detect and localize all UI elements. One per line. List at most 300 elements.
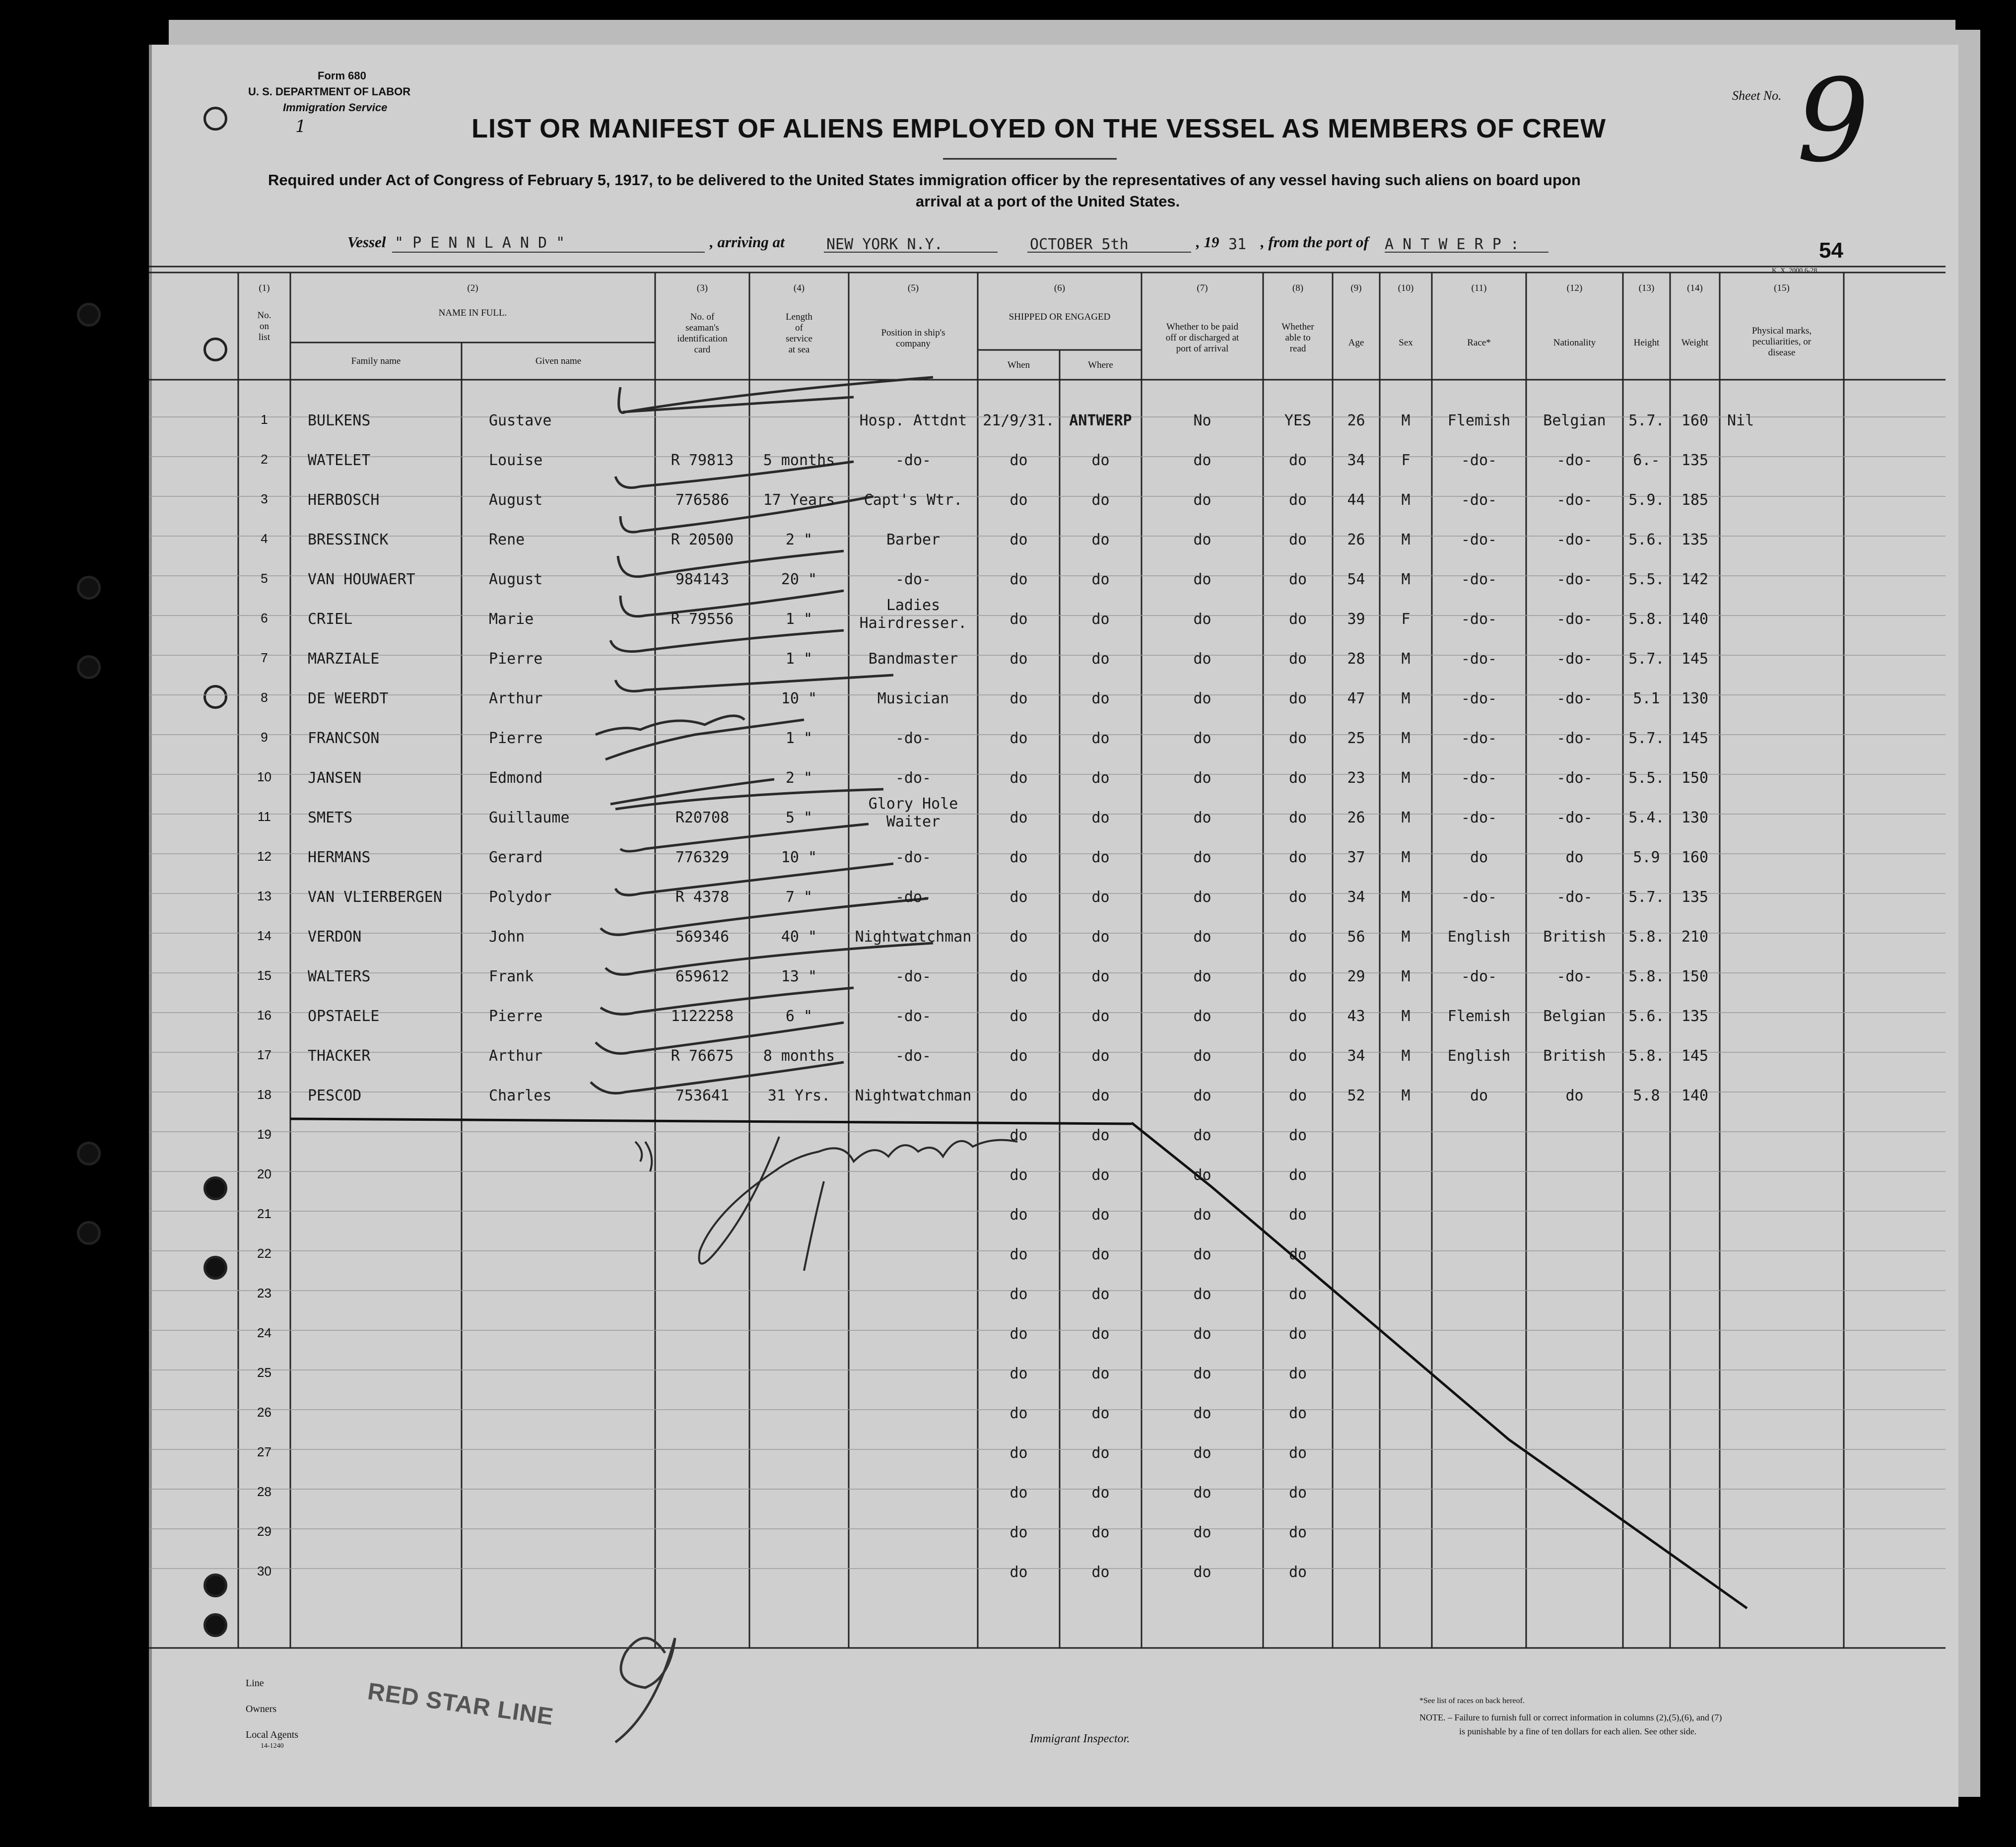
row-number: 27	[257, 1444, 271, 1459]
length-of-service: 1 "	[785, 611, 813, 628]
length-of-service: 17 Years	[763, 491, 835, 509]
engaged-when: do	[1009, 1444, 1028, 1462]
nationality: British	[1543, 928, 1606, 946]
header-read: Whether able to read	[1281, 322, 1314, 354]
row-number: 26	[257, 1405, 271, 1420]
engaged-where: do	[1091, 889, 1110, 906]
row-number: 6	[261, 611, 268, 625]
column-number: (11)	[1471, 283, 1487, 293]
height: 5.1	[1633, 690, 1660, 707]
row-number: 18	[257, 1087, 271, 1102]
engaged-where: do	[1091, 1047, 1110, 1065]
height: 5.9	[1633, 849, 1660, 866]
able-to-read: do	[1288, 1206, 1307, 1224]
engaged-when: do	[1009, 650, 1028, 668]
row-number: 25	[257, 1365, 271, 1380]
given-name: Guillaume	[489, 809, 570, 826]
paid-off: do	[1193, 1405, 1211, 1422]
race: -do-	[1461, 968, 1497, 985]
paid-off: do	[1193, 690, 1211, 707]
weight: 210	[1681, 928, 1709, 946]
sex: F	[1401, 611, 1411, 628]
engaged-when: do	[1009, 531, 1028, 548]
age: 23	[1347, 769, 1365, 787]
age: 29	[1347, 968, 1365, 985]
row-number: 23	[257, 1286, 271, 1300]
paid-off: do	[1193, 1325, 1211, 1343]
row-number: 7	[261, 650, 268, 665]
age: 26	[1347, 809, 1365, 826]
engaged-when: do	[1009, 809, 1028, 826]
column-number: (3)	[696, 283, 708, 293]
weight: 130	[1681, 809, 1709, 826]
race: do	[1470, 1087, 1488, 1104]
sex: M	[1401, 491, 1411, 509]
engaged-when: do	[1009, 690, 1028, 707]
age: 34	[1347, 889, 1365, 906]
arrival-date: OCTOBER 5th	[1030, 236, 1129, 253]
paid-off: do	[1193, 491, 1211, 509]
header-shipped: SHIPPED OR ENGAGED	[1008, 312, 1111, 322]
able-to-read: do	[1288, 849, 1307, 866]
ship-position: -do-	[895, 1008, 932, 1025]
race: -do-	[1461, 690, 1497, 707]
printer-code: K. X. 2000 6-28	[1772, 267, 1817, 274]
sex: M	[1401, 809, 1411, 826]
department: U. S. DEPARTMENT OF LABOR	[248, 85, 411, 98]
race: English	[1447, 1047, 1511, 1065]
nationality: -do-	[1556, 571, 1593, 588]
height: 5.8.	[1628, 968, 1665, 985]
footer-note-3: is punishable by a fine of ten dollars for each alien. See other side.	[1459, 1726, 1697, 1736]
header-given-name: Given name	[535, 356, 582, 366]
able-to-read: do	[1288, 452, 1307, 469]
length-of-service: 2 "	[785, 531, 813, 548]
given-name: August	[489, 491, 543, 509]
nationality: -do-	[1556, 452, 1593, 469]
row-number: 21	[257, 1206, 271, 1221]
height: 5.8	[1633, 1087, 1660, 1104]
column-number: (14)	[1687, 283, 1703, 293]
engaged-when: do	[1009, 928, 1028, 946]
weight: 135	[1681, 531, 1709, 548]
engaged-where: do	[1091, 531, 1110, 548]
footer-agents-code: 14-1240	[261, 1742, 284, 1750]
ship-position: -do-	[895, 730, 932, 747]
age: 52	[1347, 1087, 1365, 1104]
paid-off: do	[1193, 1564, 1211, 1581]
engaged-when: do	[1009, 968, 1028, 985]
height: 6.-	[1633, 452, 1660, 469]
able-to-read: do	[1288, 1047, 1307, 1065]
ship-position: Ladies Hairdresser.	[859, 597, 967, 632]
length-of-service: 31 Yrs.	[767, 1087, 831, 1104]
height: 5.5.	[1628, 571, 1665, 588]
nationality: -do-	[1556, 611, 1593, 628]
paid-off: do	[1193, 611, 1211, 628]
length-of-service: 20 "	[781, 571, 817, 588]
paid-off: do	[1193, 1365, 1211, 1382]
length-of-service: 5 months	[763, 452, 835, 469]
given-name: Gustave	[489, 412, 552, 429]
margin-mark: 1	[295, 117, 306, 137]
engaged-where: do	[1091, 650, 1110, 668]
paid-off: do	[1193, 1246, 1211, 1263]
vessel-name: " P E N N L A N D "	[395, 234, 565, 252]
nationality: Belgian	[1543, 412, 1606, 429]
race: -do-	[1461, 889, 1497, 906]
height: 5.5.	[1628, 769, 1665, 787]
ship-position: -do-	[895, 571, 932, 588]
year-prefix: , 19	[1196, 233, 1219, 251]
given-name: Louise	[489, 452, 543, 469]
length-of-service: 5 "	[785, 809, 813, 826]
able-to-read: do	[1288, 491, 1307, 509]
ship-position: -do-	[895, 452, 932, 469]
arriving-label: , arriving at	[710, 233, 785, 251]
nationality: Belgian	[1543, 1008, 1606, 1025]
row-number: 15	[257, 968, 271, 983]
paid-off: do	[1193, 889, 1211, 906]
row-number: 29	[257, 1524, 271, 1539]
ship-position: -do-	[895, 849, 932, 866]
given-name: Charles	[489, 1087, 552, 1104]
subtitle-1: Required under Act of Congress of February 5, 1917, to be delivered to the United States immigration officer by the representatives of any vessel having such aliens on board upon	[268, 171, 1581, 189]
engaged-where: do	[1091, 849, 1110, 866]
sex: M	[1401, 769, 1411, 787]
sex: M	[1401, 690, 1411, 707]
age: 34	[1347, 1047, 1365, 1065]
weight: 145	[1681, 1047, 1709, 1065]
weight: 140	[1681, 611, 1709, 628]
engaged-where: ANTWERP	[1069, 412, 1132, 429]
header-name: NAME IN FULL.	[438, 308, 507, 318]
sex: M	[1401, 1008, 1411, 1025]
nationality: -do-	[1556, 968, 1593, 985]
able-to-read: do	[1288, 968, 1307, 985]
family-name: FRANCSON	[308, 730, 380, 747]
able-to-read: do	[1288, 1286, 1307, 1303]
nationality: -do-	[1556, 690, 1593, 707]
row-number: 8	[261, 690, 268, 705]
given-name: Pierre	[489, 650, 543, 668]
weight: 150	[1681, 769, 1709, 787]
column-number: (2)	[467, 283, 478, 293]
able-to-read: do	[1288, 531, 1307, 548]
engaged-when: do	[1009, 1564, 1028, 1581]
able-to-read: do	[1288, 650, 1307, 668]
family-name: BRESSINCK	[308, 531, 389, 548]
height: 5.7.	[1628, 650, 1665, 668]
header-service: Length of service at sea	[786, 312, 812, 355]
length-of-service: 2 "	[785, 769, 813, 787]
seaman-card-number: R20708	[675, 809, 730, 826]
row-number: 22	[257, 1246, 271, 1261]
able-to-read: do	[1288, 928, 1307, 946]
nationality: -do-	[1556, 650, 1593, 668]
departure-port: A N T W E R P :	[1385, 236, 1519, 253]
family-name: PESCOD	[308, 1087, 362, 1104]
header-family-name: Family name	[351, 356, 401, 366]
physical-marks: Nil	[1727, 412, 1754, 429]
footer-line-label: Line	[246, 1678, 264, 1689]
able-to-read: do	[1288, 889, 1307, 906]
age: 44	[1347, 491, 1365, 509]
height: 5.8.	[1628, 1047, 1665, 1065]
header-sex: Sex	[1399, 338, 1413, 348]
seaman-card-number: R 79813	[671, 452, 734, 469]
column-number: (1)	[259, 283, 270, 293]
sex: M	[1401, 968, 1411, 985]
engaged-when: do	[1009, 1047, 1028, 1065]
race: -do-	[1461, 650, 1497, 668]
paid-off: do	[1193, 1047, 1211, 1065]
arrival-port: NEW YORK N.Y.	[826, 236, 943, 253]
engaged-when: do	[1009, 1286, 1028, 1303]
paid-off: do	[1193, 1008, 1211, 1025]
height: 5.8.	[1628, 928, 1665, 946]
engaged-where: do	[1091, 1166, 1110, 1184]
able-to-read: do	[1288, 1008, 1307, 1025]
paid-off: do	[1193, 571, 1211, 588]
given-name: Gerard	[489, 849, 543, 866]
weight: 160	[1681, 849, 1709, 866]
vessel-label: Vessel	[347, 233, 386, 251]
nationality: do	[1565, 1087, 1584, 1104]
row-number: 19	[257, 1127, 271, 1142]
engaged-when: do	[1009, 1484, 1028, 1502]
length-of-service: 10 "	[781, 849, 817, 866]
engaged-where: do	[1091, 1246, 1110, 1263]
able-to-read: do	[1288, 571, 1307, 588]
engaged-where: do	[1091, 1365, 1110, 1382]
paid-off: do	[1193, 730, 1211, 747]
form-number: Form 680	[318, 69, 366, 82]
age: 26	[1347, 531, 1365, 548]
engaged-where: do	[1091, 1444, 1110, 1462]
engaged-when: do	[1009, 1206, 1028, 1224]
weight: 145	[1681, 730, 1709, 747]
sheet-label: Sheet No.	[1732, 88, 1782, 103]
sex: M	[1401, 571, 1411, 588]
nationality: -do-	[1556, 769, 1593, 787]
length-of-service: 10 "	[781, 690, 817, 707]
sex: M	[1401, 412, 1411, 429]
engaged-when: do	[1009, 889, 1028, 906]
race: -do-	[1461, 730, 1497, 747]
red-star-line-stamp: RED STAR LINE	[366, 1678, 555, 1731]
row-number: 20	[257, 1166, 271, 1181]
engaged-when: do	[1009, 491, 1028, 509]
engaged-when: do	[1009, 1008, 1028, 1025]
seaman-card-number: R 20500	[671, 531, 734, 548]
header-no: No. on list	[257, 310, 271, 342]
paid-off: do	[1193, 1286, 1211, 1303]
nationality: do	[1565, 849, 1584, 866]
footer-agents-label: Local Agents	[246, 1729, 299, 1740]
row-number: 28	[257, 1484, 271, 1499]
nationality: -do-	[1556, 889, 1593, 906]
engaged-where: do	[1091, 1206, 1110, 1224]
able-to-read: do	[1288, 1087, 1307, 1104]
row-number: 10	[257, 769, 271, 784]
paid-off: do	[1193, 1524, 1211, 1541]
column-number: (15)	[1774, 283, 1790, 293]
able-to-read: do	[1288, 1484, 1307, 1502]
given-name: John	[489, 928, 525, 946]
age: 26	[1347, 412, 1365, 429]
row-number: 2	[261, 452, 268, 467]
column-number: (8)	[1292, 283, 1304, 293]
row-number: 5	[261, 571, 268, 586]
paid-off: do	[1193, 1087, 1211, 1104]
manifest-title: LIST OR MANIFEST OF ALIENS EMPLOYED ON THE VESSEL AS MEMBERS OF CREW	[471, 114, 1607, 143]
ship-position: -do-	[895, 968, 932, 985]
engaged-when: do	[1009, 1365, 1028, 1382]
engaged-when: do	[1009, 1166, 1028, 1184]
length-of-service: 13 "	[781, 968, 817, 985]
race: -do-	[1461, 769, 1497, 787]
paid-off: do	[1193, 1166, 1211, 1184]
able-to-read: do	[1288, 809, 1307, 826]
able-to-read: do	[1288, 1524, 1307, 1541]
engaged-when: do	[1009, 1127, 1028, 1144]
family-name: VAN VLIERBERGEN	[308, 889, 442, 906]
engaged-where: do	[1091, 769, 1110, 787]
sex: M	[1401, 1047, 1411, 1065]
given-name: Arthur	[489, 690, 543, 707]
weight: 160	[1681, 412, 1709, 429]
engaged-when: do	[1009, 1087, 1028, 1104]
engaged-where: do	[1091, 809, 1110, 826]
able-to-read: do	[1288, 1444, 1307, 1462]
engaged-when: do	[1009, 452, 1028, 469]
engaged-when: do	[1009, 1524, 1028, 1541]
race: -do-	[1461, 491, 1497, 509]
able-to-read: do	[1288, 769, 1307, 787]
seaman-card-number: R 79556	[671, 611, 734, 628]
race: Flemish	[1447, 1008, 1511, 1025]
given-name: Edmond	[489, 769, 543, 787]
seaman-card-number: R 4378	[675, 889, 730, 906]
column-number: (4)	[793, 283, 805, 293]
family-name: HERBOSCH	[308, 491, 380, 509]
age: 25	[1347, 730, 1365, 747]
column-number: (6)	[1054, 283, 1066, 293]
column-number: (5)	[907, 283, 919, 293]
sex: F	[1401, 452, 1411, 469]
able-to-read: do	[1288, 1325, 1307, 1343]
given-name: Pierre	[489, 730, 543, 747]
weight: 145	[1681, 650, 1709, 668]
given-name: Pierre	[489, 1008, 543, 1025]
nationality: -do-	[1556, 809, 1593, 826]
seaman-card-number: 1122258	[671, 1008, 734, 1025]
weight: 142	[1681, 571, 1709, 588]
row-number: 16	[257, 1008, 271, 1023]
age: 34	[1347, 452, 1365, 469]
height: 5.9.	[1628, 491, 1665, 509]
engaged-where: do	[1091, 928, 1110, 946]
ship-position: -do-	[895, 1047, 932, 1065]
family-name: VERDON	[308, 928, 362, 946]
engaged-where: do	[1091, 1008, 1110, 1025]
header-paid-off: Whether to be paid off or discharged at port of arrival	[1165, 322, 1239, 354]
engaged-where: do	[1091, 1286, 1110, 1303]
row-number: 3	[261, 491, 268, 506]
sex: M	[1401, 849, 1411, 866]
weight: 130	[1681, 690, 1709, 707]
length-of-service: 7 "	[785, 889, 813, 906]
seaman-card-number: 776329	[675, 849, 730, 866]
ship-position: Capt's Wtr.	[864, 491, 963, 509]
engaged-where: do	[1091, 730, 1110, 747]
paid-off: do	[1193, 769, 1211, 787]
length-of-service: 8 months	[763, 1047, 835, 1065]
row-number: 13	[257, 889, 271, 903]
race: English	[1447, 928, 1511, 946]
able-to-read: do	[1288, 1564, 1307, 1581]
family-name: VAN HOUWAERT	[308, 571, 415, 588]
paid-off: No	[1193, 412, 1211, 429]
engaged-where: do	[1091, 690, 1110, 707]
engaged-when: do	[1009, 1325, 1028, 1343]
header-card: No. of seaman's identification card	[677, 312, 728, 355]
nationality: -do-	[1556, 491, 1593, 509]
footer-note-1: *See list of races on back hereof.	[1419, 1697, 1525, 1705]
race: -do-	[1461, 531, 1497, 548]
engaged-when: do	[1009, 1405, 1028, 1422]
nationality: British	[1543, 1047, 1606, 1065]
given-name: Arthur	[489, 1047, 543, 1065]
row-number: 17	[257, 1047, 271, 1062]
ship-position: Nightwatchman	[855, 1087, 972, 1104]
engaged-when: 21/9/31.	[983, 412, 1055, 429]
paid-off: do	[1193, 928, 1211, 946]
height: 5.7.	[1628, 730, 1665, 747]
engaged-where: do	[1091, 1325, 1110, 1343]
family-name: MARZIALE	[308, 650, 380, 668]
paid-off: do	[1193, 1127, 1211, 1144]
weight: 135	[1681, 889, 1709, 906]
engaged-where: do	[1091, 571, 1110, 588]
race: -do-	[1461, 452, 1497, 469]
arrival-year: 31	[1228, 236, 1247, 253]
nationality: -do-	[1556, 730, 1593, 747]
able-to-read: do	[1288, 690, 1307, 707]
paid-off: do	[1193, 1206, 1211, 1224]
family-name: DE WEERDT	[308, 690, 389, 707]
paid-off: do	[1193, 1484, 1211, 1502]
given-name: August	[489, 571, 543, 588]
family-name: BULKENS	[308, 412, 371, 429]
paid-off: do	[1193, 809, 1211, 826]
family-name: JANSEN	[308, 769, 362, 787]
able-to-read: YES	[1284, 412, 1312, 429]
family-name: WALTERS	[308, 968, 371, 985]
ship-position: Nightwatchman	[855, 928, 972, 946]
row-number: 24	[257, 1325, 271, 1340]
header-position: Position in ship's company	[881, 328, 945, 349]
column-number: (10)	[1398, 283, 1414, 293]
given-name: Marie	[489, 611, 534, 628]
row-number: 14	[257, 928, 271, 943]
header-when: When	[1007, 360, 1030, 370]
engaged-when: do	[1009, 1246, 1028, 1263]
header-height: Height	[1633, 338, 1660, 348]
able-to-read: do	[1288, 1405, 1307, 1422]
header-physical-marks: Physical marks, peculiarities, or disease	[1751, 326, 1812, 358]
